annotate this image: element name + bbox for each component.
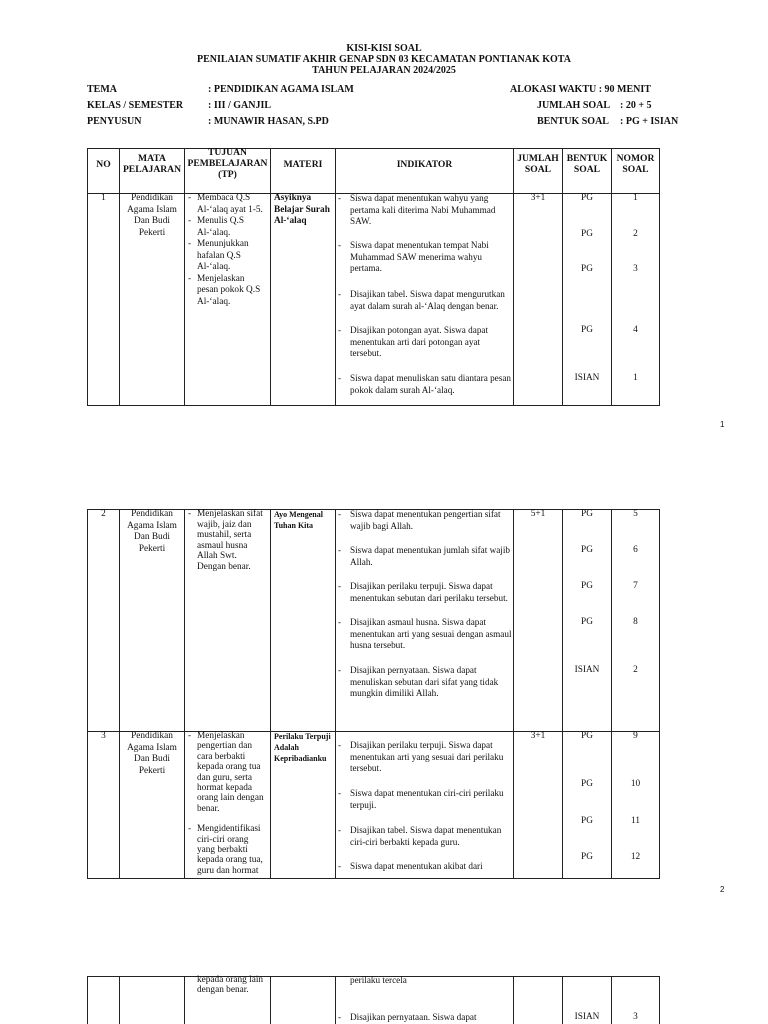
row-3-mapel: Pendidikan Agama Islam Dan Budi Pekerti: [127, 731, 177, 776]
tp-item: - Menjelaskan sifat wajib, jaiz dan mustahil, serta asmaul husna Allah Swt. Dengan benar.: [185, 509, 267, 572]
row-3-materi: Perilaku Terpuji Adalah Kepribadianku: [274, 732, 331, 763]
row-2-no: 2: [101, 509, 106, 519]
row-1-nomor: 1: [633, 373, 638, 383]
column-header-jumlah: JUMLAH SOAL: [517, 153, 559, 175]
row-2-tp-list: [185, 509, 267, 572]
tp-item: - Menulis Q.S Al-‘alaq.: [185, 216, 265, 239]
page-number: 2: [720, 885, 725, 894]
jumlah-soal-label: JUMLAH SOAL: [537, 100, 611, 111]
continued-indikator: perilaku tercela: [350, 975, 407, 985]
row-1-bentuk: PG: [581, 229, 593, 239]
column-header-indikator: INDIKATOR: [396, 159, 453, 170]
column-header-mapel: MATA PELAJARAN: [122, 153, 182, 175]
page-number: 1: [720, 420, 725, 429]
row-2-nomor: 2: [633, 665, 638, 675]
penyusun-value: : MUNAWIR HASAN, S.PD: [208, 116, 329, 127]
row-3-bentuk: PG: [581, 731, 593, 741]
continued-bentuk: ISIAN: [574, 1012, 600, 1022]
row-2-jumlah: 5+1: [530, 509, 546, 519]
row-2-indikator: Disajikan perilaku terpuji. Siswa dapat menentukan sebutan dari perilaku tersebut.: [350, 581, 508, 603]
tema-value: : PENDIDIKAN AGAMA ISLAM: [208, 84, 354, 95]
column-header-bentuk: BENTUK SOAL: [566, 153, 608, 175]
document-title: KISI-KISI SOAL: [346, 43, 422, 54]
tp-item: - Menjelaskan pengertian dan cara berbakti kepada orang tua dan guru, serta hormat kepada orang lain dengan benar.: [185, 731, 267, 814]
tp-item: - Menunjukkan hafalan Q.S Al-‘alaq.: [185, 239, 265, 274]
tema-label: TEMA: [87, 84, 117, 95]
row-1-tp-list: [185, 193, 265, 308]
column-header-tp: TUJUAN PEMBELAJARAN (TP): [187, 147, 268, 180]
row-1-nomor: 1: [633, 193, 638, 203]
column-header-materi: MATERI: [283, 159, 323, 170]
row-1-nomor: 4: [633, 325, 638, 335]
continued-indikator: Disajikan pernyataan. Siswa dapat: [350, 1012, 477, 1022]
row-1-indikator: Disajikan potongan ayat. Siswa dapat menentukan arti dari potongan ayat tersebut.: [350, 325, 489, 359]
row-2-bentuk: PG: [581, 545, 593, 555]
row-1-indikator: Siswa dapat menentukan wahyu yang pertama kali diterima Nabi Muhammad SAW.: [350, 193, 496, 227]
row-2-nomor: 5: [633, 509, 638, 519]
penyusun-label: PENYUSUN: [87, 116, 142, 127]
row-1-jumlah: 3+1: [530, 193, 546, 203]
jumlah-soal-value: : 20 + 5: [620, 100, 652, 111]
row-2-nomor: 8: [633, 617, 638, 627]
row-1-nomor: 3: [633, 264, 638, 274]
column-header-nomor: NOMOR SOAL: [616, 153, 655, 175]
row-1-materi: Asyiknya Belajar Surah Al-‘alaq: [274, 193, 330, 226]
row-3-nomor: 11: [631, 816, 640, 826]
row-2-mapel: Pendidikan Agama Islam Dan Budi Pekerti: [127, 509, 177, 554]
row-2-nomor: 7: [633, 581, 638, 591]
tp-item: - Mengidentifikasi ciri-ciri orang yang berbakti kepada orang tua, guru dan hormat: [185, 824, 267, 876]
row-3-indikator: Disajikan perilaku terpuji. Siswa dapat menentukan arti yang sesuai dari perilaku tersebut.: [350, 740, 504, 774]
row-1-indikator: Siswa dapat menentukan tempat Nabi Muhammad SAW menerima wahyu pertama.: [350, 240, 489, 274]
row-3-bentuk: PG: [581, 816, 593, 826]
row-3-jumlah: 3+1: [530, 731, 546, 741]
document-subtitle: PENILAIAN SUMATIF AKHIR GENAP SDN 03 KECAMATAN PONTIANAK KOTA: [197, 54, 571, 65]
row-2-indikator: Disajikan pernyataan. Siswa dapat menuliskan sebutan dari sifat yang tidak mungkin dimiliki Allah.: [350, 665, 499, 699]
row-3-indikator: Disajikan tabel. Siswa dapat menentukan ciri-ciri berbakti kepada guru.: [350, 825, 502, 847]
tp-item: - Menjelaskan pesan pokok Q.S Al-‘alaq.: [185, 274, 265, 309]
row-3-nomor: 10: [630, 779, 641, 789]
bentuk-soal-value: : PG + ISIAN: [620, 116, 679, 127]
row-1-bentuk: PG: [581, 193, 593, 203]
row-3-nomor: 12: [630, 852, 641, 862]
row-2-indikator: Siswa dapat menentukan jumlah sifat wajib Allah.: [350, 545, 510, 567]
bentuk-soal-label: BENTUK SOAL: [537, 116, 609, 127]
kelas-value: : III / GANJIL: [208, 100, 272, 111]
row-1-bentuk: PG: [581, 264, 593, 274]
row-2-bentuk: ISIAN: [574, 665, 600, 675]
row-2-nomor: 6: [633, 545, 638, 555]
row-3-bentuk: PG: [581, 779, 593, 789]
row-1-bentuk: ISIAN: [574, 373, 600, 383]
row-3-indikator: Siswa dapat menentukan akibat dari: [350, 861, 483, 871]
row-3-bentuk: PG: [581, 852, 593, 862]
row-2-bentuk: PG: [581, 509, 593, 519]
row-2-indikator: Disajikan asmaul husna. Siswa dapat menentukan arti yang sesuai dengan asmaul husna tersebut.: [350, 617, 512, 651]
continued-tp: kepada orang lain dengan benar.: [197, 975, 264, 996]
row-3-no: 3: [101, 731, 106, 741]
row-3-nomor: 9: [633, 731, 638, 741]
row-1-bentuk: PG: [581, 325, 593, 335]
row-3-indikator: Siswa dapat menentukan ciri-ciri perilaku terpuji.: [350, 788, 504, 810]
row-1-no: 1: [101, 193, 106, 203]
row-2-indikator: Siswa dapat menentukan pengertian sifat wajib bagi Allah.: [350, 509, 501, 531]
alokasi-waktu: ALOKASI WAKTU : 90 MENIT: [510, 84, 651, 95]
continued-nomor: 3: [633, 1012, 638, 1022]
row-2-bentuk: PG: [581, 617, 593, 627]
row-2-bentuk: PG: [581, 581, 593, 591]
row-1-indikator: Siswa dapat menuliskan satu diantara pesan pokok dalam surah Al-‘alaq.: [350, 373, 511, 395]
row-1-mapel: Pendidikan Agama Islam Dan Budi Pekerti: [127, 193, 177, 238]
tp-item: - Membaca Q.S Al-‘alaq ayat 1-5.: [185, 193, 265, 216]
row-2-materi: Ayo Mengenal Tuhan Kita: [274, 510, 323, 530]
row-1-nomor: 2: [633, 229, 638, 239]
column-header-no: NO: [96, 159, 111, 170]
row-1-indikator: Disajikan tabel. Siswa dapat mengurutkan ayat dalam surah al-‘Alaq dengan benar.: [350, 289, 505, 311]
row-3-tp-list: [185, 731, 267, 876]
kelas-label: KELAS / SEMESTER: [87, 100, 184, 111]
document-year: TAHUN PELAJARAN 2024/2025: [312, 65, 456, 76]
